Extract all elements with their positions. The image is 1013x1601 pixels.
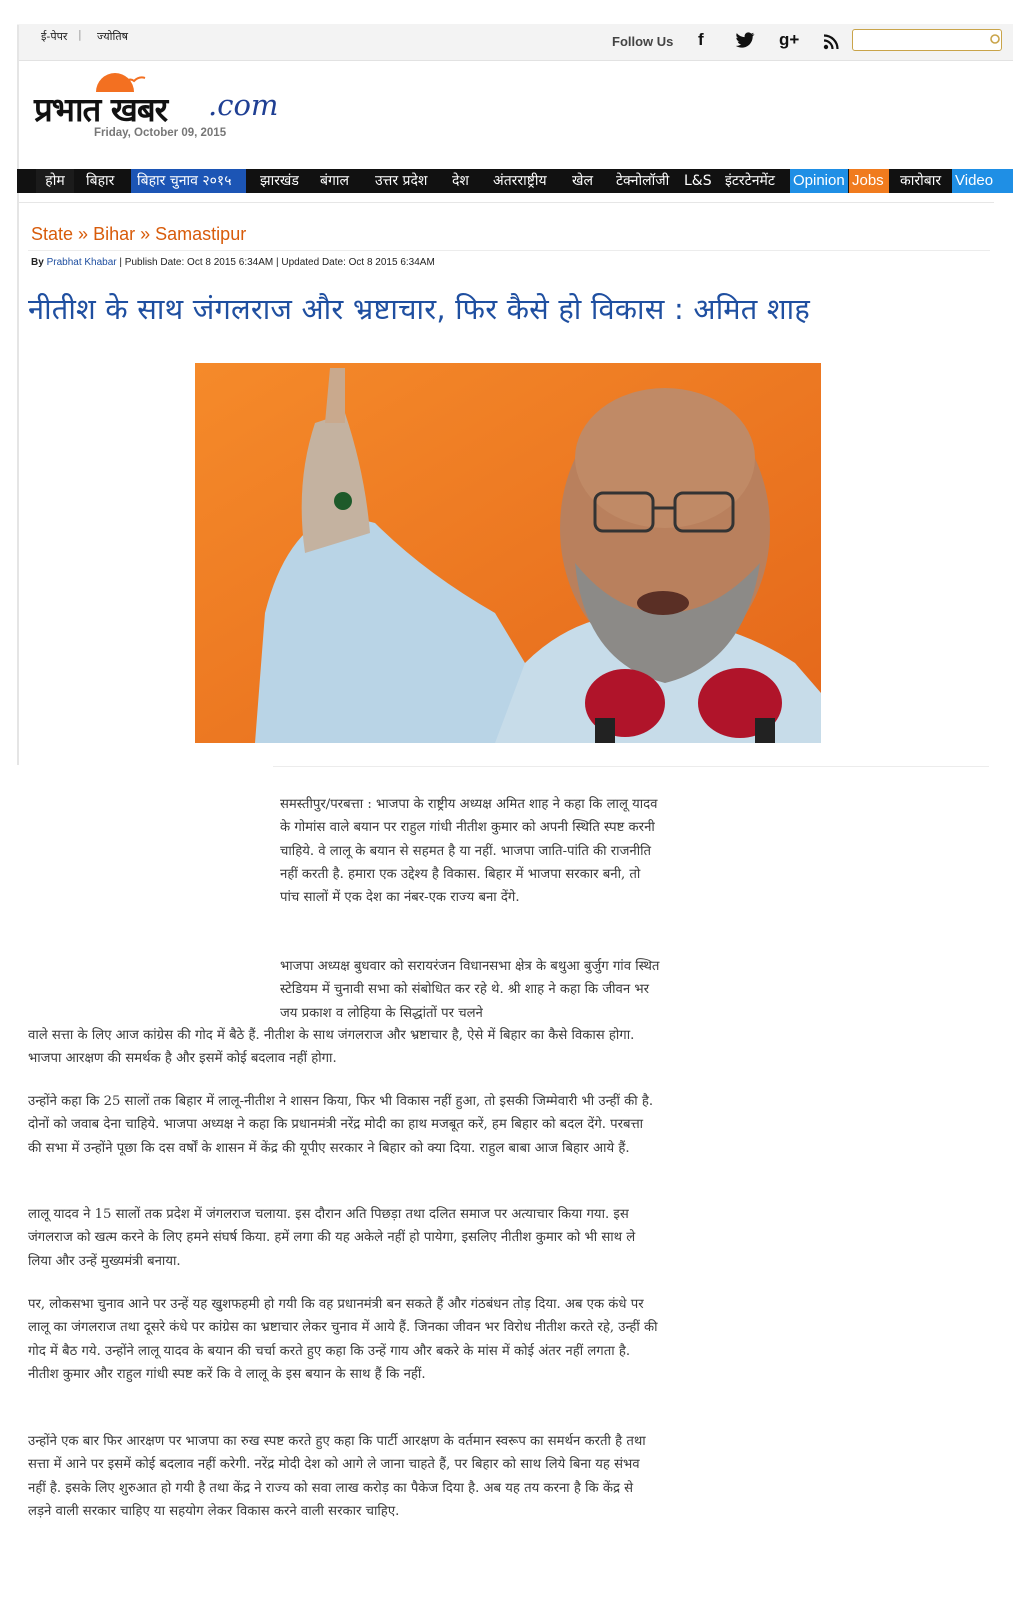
nav-item-technology[interactable]: टेक्नोलॉजी xyxy=(616,173,670,189)
current-date: Friday, October 09, 2015 xyxy=(94,127,227,139)
article-headline: नीतीश के साथ जंगलराज और भ्रष्टाचार, फिर कैसे हो विकास : अमित शाह xyxy=(28,292,810,326)
follow-us-label: Follow Us xyxy=(612,34,674,49)
epaper-link[interactable]: ई-पेपर xyxy=(41,30,68,43)
nav-item-jharkhand[interactable]: झारखंड xyxy=(260,173,299,189)
card-top-border xyxy=(18,202,994,203)
breadcrumb-divider xyxy=(28,250,990,251)
nav-item-opinion[interactable]: Opinion xyxy=(790,169,848,193)
nav-item-bengal[interactable]: बंगाल xyxy=(320,173,349,189)
twitter-icon[interactable] xyxy=(735,32,755,53)
rss-icon[interactable] xyxy=(823,34,839,54)
byline-dates: | Publish Date: Oct 8 2015 6:34AM | Updated Date: Oct 8 2015 6:34AM xyxy=(119,257,435,268)
breadcrumb-sep: » xyxy=(78,224,89,244)
search-input[interactable] xyxy=(852,29,1002,51)
nav-item-desh[interactable]: देश xyxy=(452,173,469,189)
breadcrumb-samastipur[interactable]: Samastipur xyxy=(155,224,247,244)
astrology-link[interactable]: ज्योतिष xyxy=(97,30,128,43)
nav-item-business[interactable]: कारोबार xyxy=(900,173,942,189)
article-paragraph: लालू यादव ने 15 सालों तक प्रदेश में जंगलराज चलाया. इस दौरान अति पिछड़ा तथा दलित समाज पर अत्याचार किया गया. इस जंगलराज को खत्म करने के लिए हमने संघर्ष किया. हमें लगा की यह अकेले नहीं हो पायेगा, इसलिए नीतीश कुमार को भी साथ ले लिया और उन्हें मुख्यमंत्री बनाया. xyxy=(28,1207,636,1269)
breadcrumb xyxy=(31,224,246,245)
nav-item-home[interactable]: होम xyxy=(36,169,74,193)
nav-item-bihar-election[interactable]: बिहार चुनाव २०१५ xyxy=(131,169,246,193)
article-paragraph: समस्तीपुर/परबत्ता : भाजपा के राष्ट्रीय अध्यक्ष अमित शाह ने कहा कि लालू यादव के गोमांस वाले बयान पर राहुल गांधी नीतीश कुमार को अपनी स्थिति स्पष्ट करनी चाहिये. वे लालू के बयान से सहमत है या नहीं. भाजपा जाति-पांति की राजनीति नहीं करती है. हमारा एक उद्देश्य है विकास. बिहार में भाजपा सरकार बनी, तो पांच सालों में एक देश का नंबर-एक राज्य बना देंगे. xyxy=(280,797,658,906)
breadcrumb-sep: » xyxy=(140,224,151,244)
article-image xyxy=(195,363,821,743)
nav-item-international[interactable]: अंतरराष्ट्रीय xyxy=(493,173,547,189)
googleplus-icon[interactable]: g+ xyxy=(779,30,800,49)
nav-item-jobs[interactable]: Jobs xyxy=(849,169,889,193)
byline-by: By xyxy=(31,257,44,268)
nav-item-entertainment[interactable]: इंटरटेनमेंट xyxy=(725,173,775,189)
search-icon[interactable] xyxy=(989,32,1003,51)
facebook-icon[interactable]: f xyxy=(698,30,704,49)
site-logo[interactable]: प्रभात खबर xyxy=(34,90,168,129)
byline-author[interactable]: Prabhat Khabar xyxy=(46,257,117,268)
nav-item-uttar-pradesh[interactable]: उत्तर प्रदेश xyxy=(375,173,428,189)
nav-item-video[interactable]: Video xyxy=(952,169,1013,193)
article-paragraph: भाजपा अध्यक्ष बुधवार को सरायरंजन विधानसभा क्षेत्र के बथुआ बुर्जुग गांव स्थित स्टेडियम में चुनावी सभा को संबोधित कर रहे थे. श्री शाह ने कहा कि जीवन भर जय प्रकाश व लोहिया के सिद्धांतों पर चलने xyxy=(280,959,660,1021)
nav-item-sports[interactable]: खेल xyxy=(572,173,593,189)
breadcrumb-bihar[interactable]: Bihar xyxy=(93,224,136,244)
article-paragraph: उन्होंने एक बार फिर आरक्षण पर भाजपा का रुख स्पष्ट करते हुए कहा कि पार्टी आरक्षण के वर्तमान स्वरूप का समर्थन करती है तथा सत्ता में आने पर इसमें कोई बदलाव नहीं करेगी. नरेंद्र मोदी देश को आगे ले जाना चाहते हैं, पर बिहार को साथ लिये बिना यह संभव नहीं है. इसके लिए शुरुआत हो गयी है तथा केंद्र ने राज्य को सवा लाख करोड़ का पैकेज दिया है. अब यह तय करना है कि केंद्र से लड़ने वाली सरकार चाहिए या सहयोग लेकर विकास करने वाली सरकार चाहिए. xyxy=(28,1434,646,1519)
article-byline xyxy=(31,257,435,268)
nav-item-bihar[interactable]: बिहार xyxy=(86,173,115,189)
nav-item-lifestyle[interactable]: L&S xyxy=(684,173,712,189)
image-divider xyxy=(273,766,989,767)
article-paragraph: उन्होंने कहा कि 25 सालों तक बिहार में लालू-नीतीश ने शासन किया, फिर भी विकास नहीं हुआ, तो इसकी जिम्मेवारी भी उन्हीं की है. दोनों को जवाब देना चाहिये. भाजपा अध्यक्ष ने कहा कि प्रधानमंत्री नरेंद्र मोदी का हाथ मजबूत करें, हम बिहार को बदल देंगे. परबत्ता की सभा में उन्होंने पूछा कि दस वर्षों के शासन में केंद्र की यूपीए सरकार ने बिहार को क्या दिया. राहुल बाबा आज बिहार आये हैं. xyxy=(28,1094,654,1156)
site-logo-suffix: .com xyxy=(208,88,279,122)
breadcrumb-state[interactable]: State xyxy=(31,224,74,244)
topbar-divider: | xyxy=(78,28,82,41)
page-left-border xyxy=(17,25,19,765)
article-paragraph: पर, लोकसभा चुनाव आने पर उन्हें यह खुशफहमी हो गयी कि वह प्रधानमंत्री बन सकते हैं और गंठबंधन तोड़ दिया. अब एक कंधे पर लालू का जंगलराज तथा दूसरे कंधे पर कांग्रेस का भ्रष्टाचार लेकर चुनाव में आये हैं. जिनका जीवन भर विरोध नीतीश करते रहे, उन्हीं की गोद में बैठ गये. उन्होंने लालू यादव के बयान की चर्चा करते हुए कहा कि उन्हें गाय और बकरे के मांस में कोई अंतर नहीं लगता है. नीतीश कुमार और राहुल गांधी स्पष्ट करें कि वे लालू के इस बयान के साथ हैं कि नहीं. xyxy=(28,1297,658,1382)
article-paragraph: वाले सत्ता के लिए आज कांग्रेस की गोद में बैठे हैं. नीतीश के साथ जंगलराज और भ्रष्टाचार है, ऐसे में बिहार का कैसे विकास होगा. भाजपा आरक्षण की समर्थक है और इसमें कोई बदलाव नहीं होगा. xyxy=(28,1028,635,1067)
